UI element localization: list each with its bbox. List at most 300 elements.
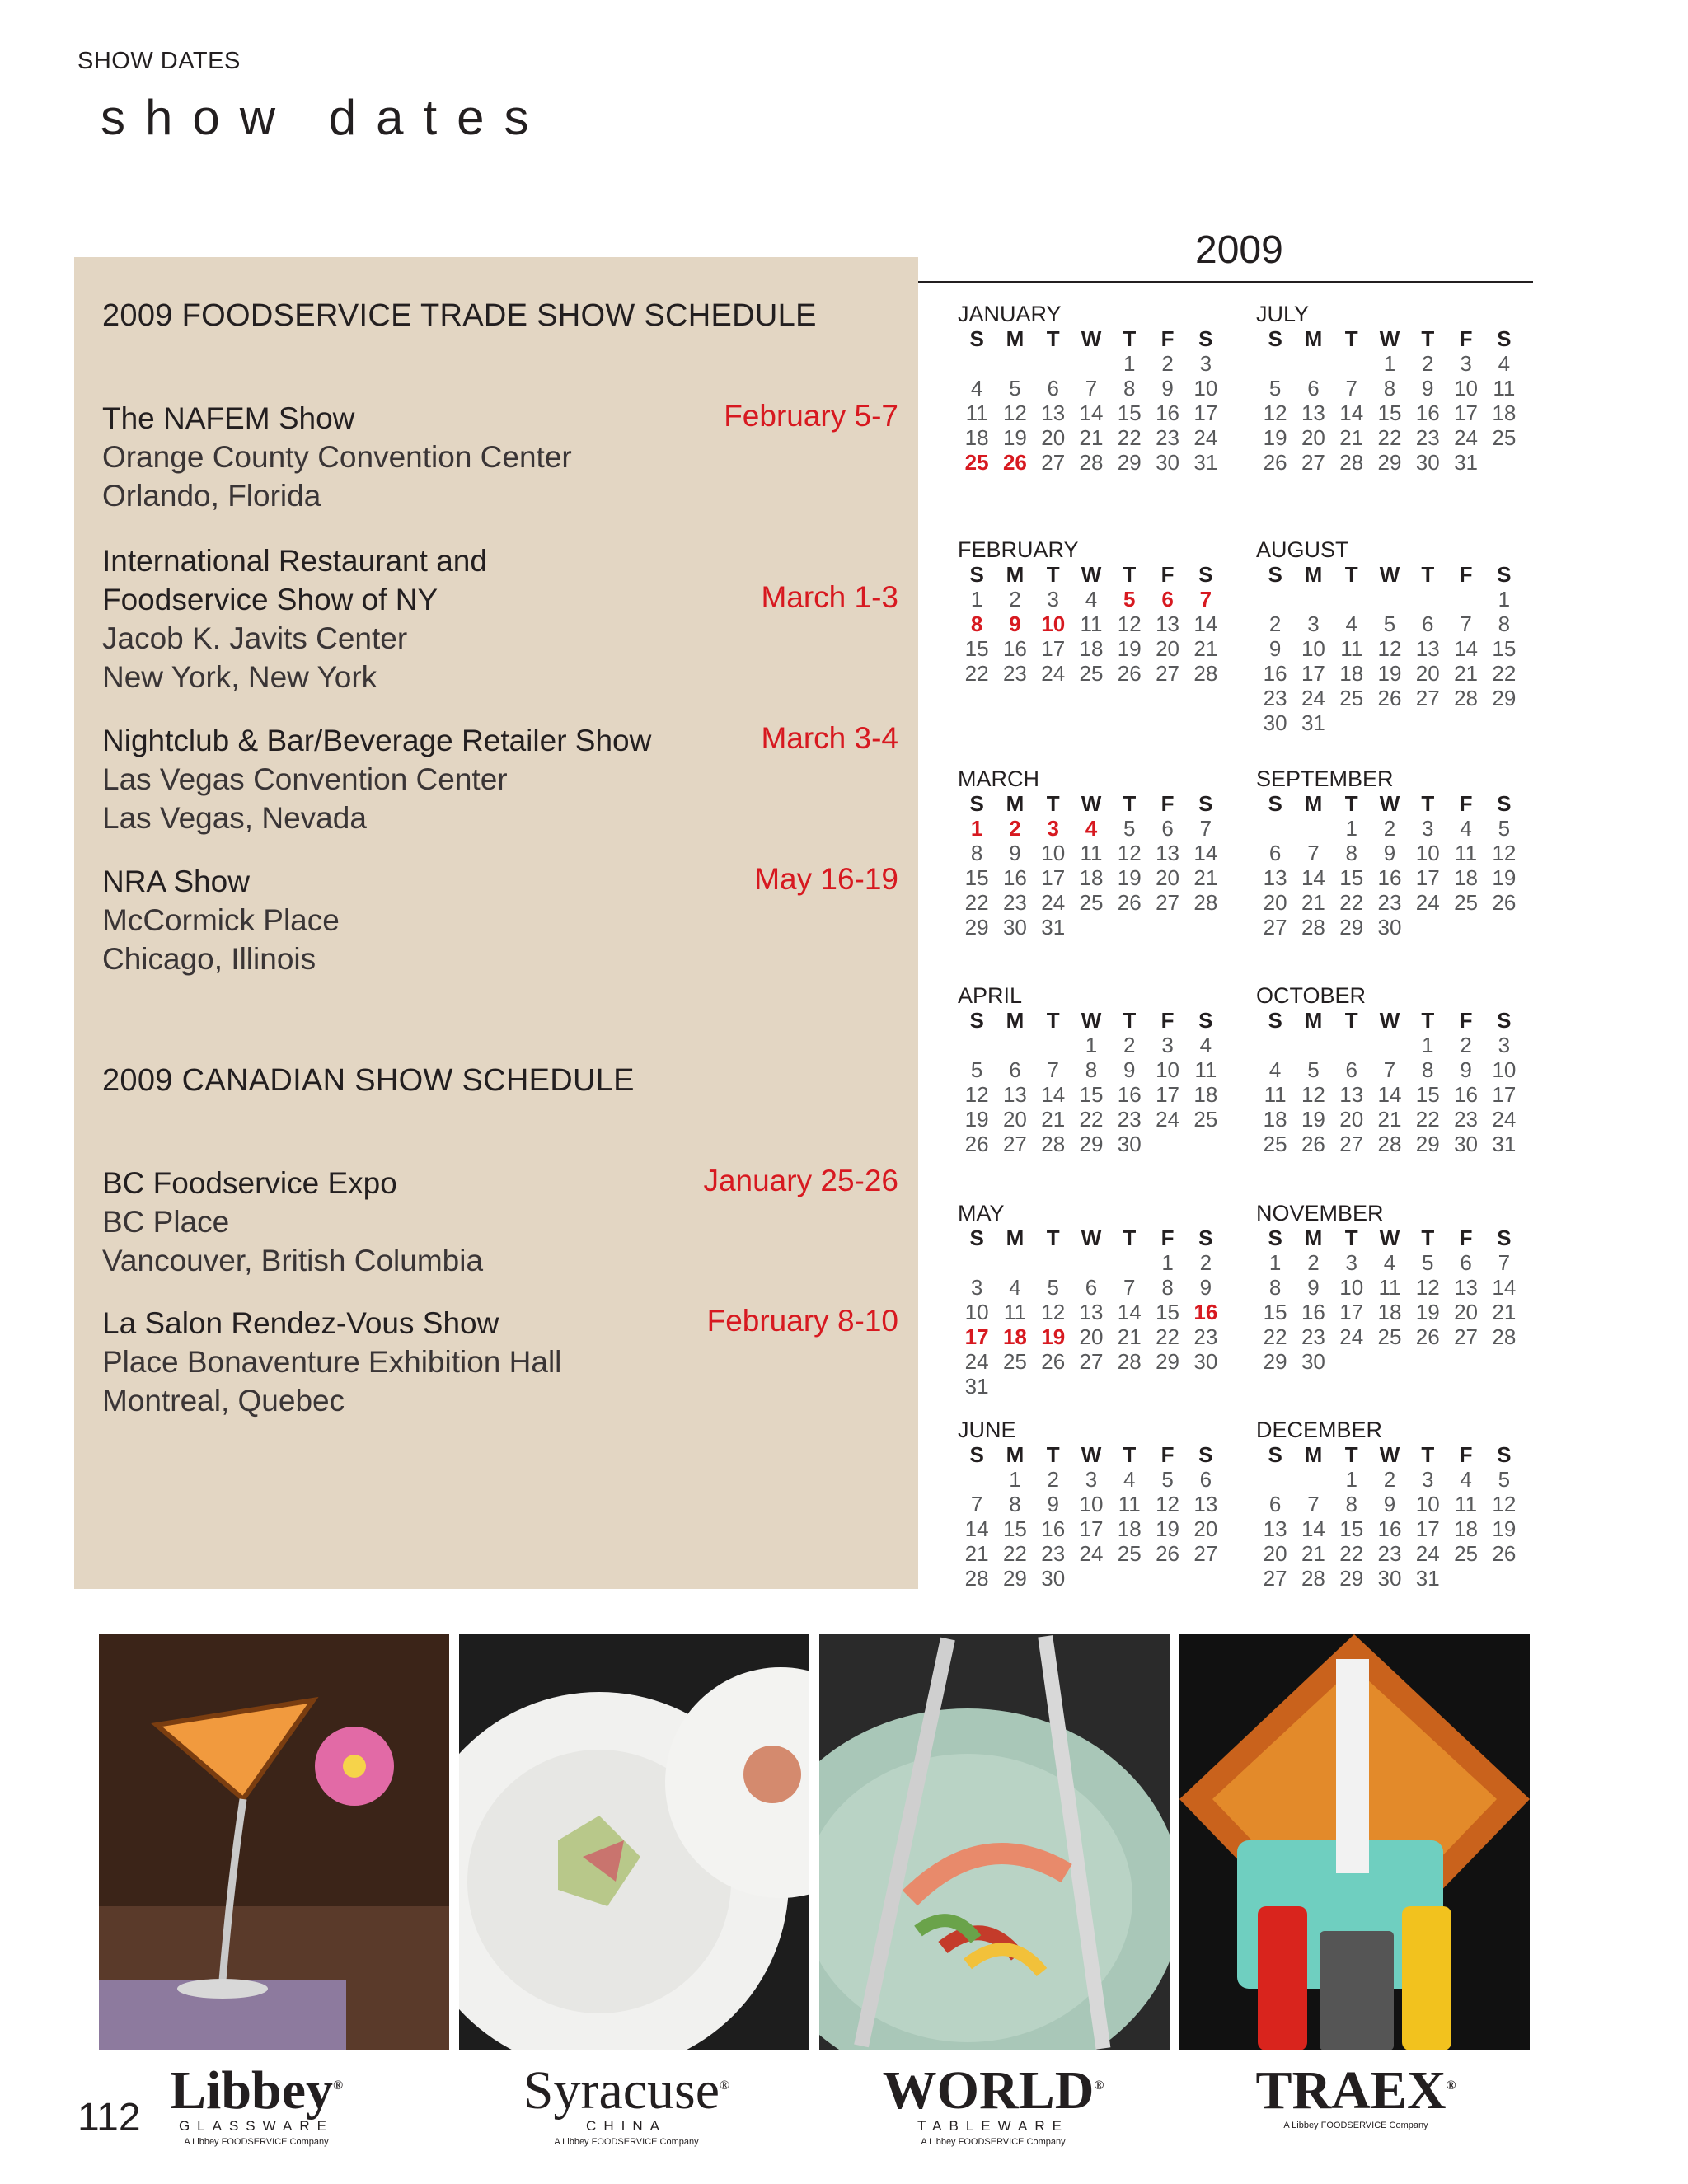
day-cell: 4 xyxy=(970,376,983,401)
day-cell: 4 xyxy=(1498,351,1511,376)
weekday-label: W xyxy=(1379,1008,1400,1033)
day-cell: 11 xyxy=(1455,841,1478,865)
day-cell: 5 xyxy=(1383,612,1396,636)
weekday-label: M xyxy=(1304,1008,1323,1033)
day-cell: 5 xyxy=(1498,816,1511,841)
day-cell: 11 xyxy=(1455,1492,1478,1516)
day-cell: 25 xyxy=(1454,1541,1478,1566)
day-cell: 18 xyxy=(1117,1516,1142,1541)
day-cell: 3 xyxy=(1047,587,1059,612)
week-row xyxy=(958,401,1225,425)
day-cell: 31 xyxy=(1193,450,1218,475)
day-cell xyxy=(1072,1566,1110,1591)
weekday-label: S xyxy=(969,1226,984,1250)
day-cell: 23 xyxy=(1002,661,1027,686)
day-cell: 15 xyxy=(1117,401,1142,425)
weekday-label: T xyxy=(1123,791,1137,816)
day-cell: 13 xyxy=(1263,1516,1287,1541)
day-cell: 8 xyxy=(1422,1057,1434,1082)
day-cell: 16 xyxy=(1263,661,1287,686)
weekday-label: W xyxy=(1081,1442,1102,1467)
day-cell: 25 xyxy=(1002,1349,1027,1374)
weekday-label: S xyxy=(1497,791,1512,816)
week-row xyxy=(1256,401,1523,425)
day-cell: 13 xyxy=(1193,1492,1218,1516)
day-cell: 2 xyxy=(1460,1033,1472,1057)
month-name: DECEMBER xyxy=(1256,1418,1383,1442)
day-cell: 14 xyxy=(1377,1082,1402,1107)
day-cell: 15 xyxy=(964,865,989,890)
day-cell: 6 xyxy=(1009,1057,1021,1082)
month-august xyxy=(1256,537,1523,735)
day-cell: 10 xyxy=(1415,1492,1440,1516)
calendar-rule xyxy=(918,281,1533,283)
week-row xyxy=(1256,1516,1523,1541)
day-cell: 2 xyxy=(1009,816,1021,841)
day-cell: 8 xyxy=(1345,841,1357,865)
day-cell: 27 xyxy=(1041,450,1066,475)
brand-name: WORLD xyxy=(882,2060,1095,2121)
day-cell: 29 xyxy=(1492,686,1517,710)
day-cell: 12 xyxy=(1377,636,1402,661)
condiment-tray-photo xyxy=(1179,1634,1530,2050)
day-cell: 31 xyxy=(1415,1566,1440,1591)
seafood-plate-photo xyxy=(819,1634,1170,2050)
day-cell: 14 xyxy=(1454,636,1478,661)
day-cell xyxy=(1409,710,1447,735)
day-cell: 4 xyxy=(1383,1250,1396,1275)
weekday-label: T xyxy=(1046,326,1060,351)
weekday-label: T xyxy=(1421,1226,1435,1250)
day-cell: 5 xyxy=(1268,376,1282,401)
weekday-header-row xyxy=(1256,1442,1523,1467)
day-cell: 12 xyxy=(1041,1300,1066,1324)
week-row xyxy=(1256,1566,1523,1591)
event-name: BC Foodservice Expo xyxy=(102,1166,397,1200)
day-cell: 2 xyxy=(1161,351,1174,376)
day-cell: 23 xyxy=(1263,686,1287,710)
day-cell: 16 xyxy=(1454,1082,1478,1107)
day-cell: 27 xyxy=(1339,1132,1364,1156)
day-cell: 26 xyxy=(1002,450,1027,475)
week-row xyxy=(958,915,1225,940)
event-nightclub-bar xyxy=(102,721,898,837)
day-cell: 8 xyxy=(1123,376,1136,401)
weekday-label: T xyxy=(1344,1008,1358,1033)
day-cell xyxy=(1110,1566,1148,1591)
weekday-header-row xyxy=(958,1226,1225,1250)
day-cell: 14 xyxy=(1079,401,1104,425)
day-cell: 19 xyxy=(1002,425,1027,450)
day-cell: 8 xyxy=(970,612,983,636)
weekday-header-row xyxy=(1256,326,1523,351)
week-row xyxy=(1256,1082,1523,1107)
week-row xyxy=(1256,1057,1523,1082)
day-cell: 20 xyxy=(1301,425,1325,450)
day-cell: 11 xyxy=(1003,1300,1026,1324)
day-cell: 31 xyxy=(1492,1132,1517,1156)
day-cell: 22 xyxy=(1377,425,1402,450)
day-cell xyxy=(1034,1374,1072,1399)
weekday-header-row xyxy=(958,1442,1225,1467)
weekday-header-row xyxy=(958,562,1225,587)
day-cell: 17 xyxy=(1193,401,1218,425)
weekday-label: T xyxy=(1421,562,1435,587)
day-cell: 12 xyxy=(1117,612,1142,636)
week-row xyxy=(958,1132,1225,1156)
brand-name: TRAEX xyxy=(1255,2060,1447,2121)
day-cell: 2 xyxy=(1199,1250,1212,1275)
month-march xyxy=(958,766,1225,940)
day-cell xyxy=(1148,915,1186,940)
day-cell: 15 xyxy=(1079,1082,1104,1107)
day-cell: 5 xyxy=(970,1057,983,1082)
event-venue: Las Vegas Convention Center xyxy=(102,762,508,796)
page-number: 112 xyxy=(77,2096,141,2139)
day-cell xyxy=(1409,1349,1447,1374)
brand-tag: A Libbey FOODSERVICE Company xyxy=(554,2137,699,2147)
day-cell: 13 xyxy=(1079,1300,1104,1324)
day-cell: 5 xyxy=(1123,587,1136,612)
weekday-label: S xyxy=(1198,326,1213,351)
day-cell: 26 xyxy=(1415,1324,1440,1349)
day-cell: 9 xyxy=(1422,376,1434,401)
event-location: Montreal, Quebec xyxy=(102,1384,345,1418)
day-cell xyxy=(1447,1566,1484,1591)
section-label: SHOW DATES xyxy=(77,48,241,74)
day-cell: 22 xyxy=(1079,1107,1104,1132)
day-cell: 7 xyxy=(1307,841,1320,865)
event-location: New York, New York xyxy=(102,660,377,694)
day-cell: 17 xyxy=(1415,1516,1440,1541)
day-cell: 19 xyxy=(1492,865,1517,890)
event-name: The NAFEM Show xyxy=(102,401,355,435)
weekday-label: S xyxy=(969,1442,984,1467)
week-row xyxy=(1256,1324,1523,1349)
day-cell: 3 xyxy=(1047,816,1059,841)
weekday-label: M xyxy=(1304,1442,1323,1467)
day-cell: 30 xyxy=(1377,915,1402,940)
day-cell: 15 xyxy=(1415,1082,1440,1107)
weekday-label: W xyxy=(1379,791,1400,816)
month-april xyxy=(958,983,1225,1156)
day-cell: 15 xyxy=(1263,1300,1287,1324)
day-cell: 7 xyxy=(1085,376,1098,401)
day-cell: 27 xyxy=(1263,915,1287,940)
day-cell: 11 xyxy=(1264,1082,1287,1107)
weekday-label: S xyxy=(1268,1008,1282,1033)
weekday-label: S xyxy=(1198,791,1213,816)
month-december xyxy=(1256,1418,1523,1591)
event-date: March 3-4 xyxy=(761,721,898,755)
weekday-label: F xyxy=(1160,791,1175,816)
day-cell: 21 xyxy=(1454,661,1478,686)
day-cell: 3 xyxy=(1085,1467,1098,1492)
cocktail-photo xyxy=(99,1634,449,2050)
day-cell: 6 xyxy=(1161,587,1174,612)
day-cell: 21 xyxy=(1117,1324,1142,1349)
syracuse-logo xyxy=(495,2059,758,2149)
day-cell: 14 xyxy=(1301,865,1325,890)
weekday-label: S xyxy=(1268,1226,1282,1250)
event-venue: BC Place xyxy=(102,1205,230,1239)
day-cell: 5 xyxy=(1161,1467,1174,1492)
weekday-label: S xyxy=(1268,562,1282,587)
day-cell: 9 xyxy=(1009,841,1021,865)
week-row xyxy=(1256,376,1523,401)
week-row xyxy=(1256,636,1523,661)
weekday-label: T xyxy=(1123,1226,1137,1250)
day-cell: 17 xyxy=(1339,1300,1364,1324)
weekday-label: T xyxy=(1123,1442,1137,1467)
day-cell: 24 xyxy=(1156,1107,1179,1132)
day-cell: 30 xyxy=(1002,915,1027,940)
weekday-label: T xyxy=(1344,1442,1358,1467)
week-row xyxy=(1256,816,1523,841)
brand-name: Syracuse xyxy=(523,2060,720,2121)
day-cell: 10 xyxy=(1156,1057,1179,1082)
day-cell: 19 xyxy=(1301,1107,1325,1132)
day-cell: 3 xyxy=(1161,1033,1174,1057)
week-row xyxy=(958,1250,1225,1275)
day-cell: 7 xyxy=(1498,1250,1511,1275)
day-cell: 15 xyxy=(1002,1516,1027,1541)
day-cell: 12 xyxy=(1263,401,1287,425)
day-cell: 27 xyxy=(1301,450,1325,475)
day-cell: 8 xyxy=(970,841,983,865)
day-cell xyxy=(996,1250,1034,1275)
day-cell: 23 xyxy=(1002,890,1027,915)
day-cell: 26 xyxy=(1492,890,1517,915)
day-cell: 24 xyxy=(1079,1541,1104,1566)
day-cell xyxy=(1447,915,1484,940)
week-row xyxy=(1256,587,1523,612)
day-cell: 14 xyxy=(964,1516,989,1541)
day-cell: 26 xyxy=(1041,1349,1066,1374)
day-cell: 7 xyxy=(1199,816,1212,841)
day-cell: 22 xyxy=(1263,1324,1287,1349)
day-cell: 19 xyxy=(1263,425,1287,450)
weekday-header-row xyxy=(958,1008,1225,1033)
week-row xyxy=(1256,890,1523,915)
day-cell: 28 xyxy=(1339,450,1364,475)
day-cell: 2 xyxy=(1422,351,1434,376)
day-cell: 31 xyxy=(964,1374,989,1399)
day-cell: 12 xyxy=(1301,1082,1325,1107)
event-name: Nightclub & Bar/Beverage Retailer Show xyxy=(102,724,652,757)
weekday-label: F xyxy=(1459,791,1473,816)
week-row xyxy=(1256,841,1523,865)
weekday-label: T xyxy=(1123,326,1137,351)
day-cell: 28 xyxy=(1301,1566,1325,1591)
weekday-label: M xyxy=(1304,562,1323,587)
day-cell: 17 xyxy=(1492,1082,1517,1107)
month-october xyxy=(1256,983,1523,1156)
event-bc-foodservice-expo xyxy=(102,1164,898,1280)
day-cell: 3 xyxy=(970,1275,983,1300)
day-cell: 25 xyxy=(1377,1324,1402,1349)
weekday-label: F xyxy=(1459,1226,1473,1250)
day-cell: 30 xyxy=(1454,1132,1478,1156)
day-cell: 27 xyxy=(1454,1324,1478,1349)
day-cell: 24 xyxy=(1415,890,1440,915)
weekday-label: T xyxy=(1421,1008,1435,1033)
day-cell xyxy=(1447,1349,1484,1374)
month-name: MARCH xyxy=(958,766,1039,791)
week-row xyxy=(958,1300,1225,1324)
day-cell: 30 xyxy=(1415,450,1440,475)
weekday-label: S xyxy=(1497,1226,1512,1250)
day-cell: 23 xyxy=(1117,1107,1142,1132)
day-cell: 30 xyxy=(1041,1566,1066,1591)
month-january xyxy=(958,302,1225,475)
weekday-label: S xyxy=(1198,1442,1213,1467)
day-cell: 20 xyxy=(1156,865,1179,890)
day-cell: 17 xyxy=(1041,865,1066,890)
day-cell xyxy=(1148,1374,1186,1399)
day-cell: 5 xyxy=(1047,1275,1059,1300)
day-cell: 20 xyxy=(1041,425,1066,450)
weekday-label: M xyxy=(1006,1008,1025,1033)
week-row xyxy=(1256,1033,1523,1057)
day-cell: 27 xyxy=(1156,661,1179,686)
day-cell: 9 xyxy=(1009,612,1021,636)
day-cell xyxy=(958,1033,996,1057)
month-name: JUNE xyxy=(958,1418,1016,1442)
day-cell: 19 xyxy=(1041,1324,1066,1349)
weekday-label: M xyxy=(1006,326,1025,351)
libbey-logo xyxy=(124,2059,388,2149)
day-cell: 7 xyxy=(1460,612,1472,636)
foodservice-schedule-heading: 2009 FOODSERVICE TRADE SHOW SCHEDULE xyxy=(102,298,817,333)
day-cell xyxy=(1371,1033,1409,1057)
day-cell: 28 xyxy=(1377,1132,1402,1156)
day-cell: 21 xyxy=(1193,636,1218,661)
day-cell: 8 xyxy=(1161,1275,1174,1300)
weekday-label: F xyxy=(1160,1226,1175,1250)
event-location: Vancouver, British Columbia xyxy=(102,1244,484,1277)
week-row xyxy=(958,1324,1225,1349)
day-cell: 1 xyxy=(1085,1033,1098,1057)
weekday-label: T xyxy=(1344,1226,1358,1250)
day-cell: 10 xyxy=(1339,1275,1364,1300)
week-row xyxy=(958,351,1225,376)
weekday-label: F xyxy=(1459,326,1473,351)
day-cell: 13 xyxy=(1156,841,1179,865)
day-cell: 10 xyxy=(964,1300,989,1324)
day-cell: 27 xyxy=(1079,1349,1104,1374)
day-cell: 28 xyxy=(1041,1132,1066,1156)
day-cell: 14 xyxy=(1117,1300,1142,1324)
day-cell: 13 xyxy=(1263,865,1287,890)
day-cell: 22 xyxy=(1156,1324,1179,1349)
event-date: March 1-3 xyxy=(761,580,898,614)
brand-sub: TABLEWARE xyxy=(917,2118,1069,2134)
page-title: show dates xyxy=(101,90,549,145)
weekday-label: M xyxy=(1006,562,1025,587)
day-cell: 27 xyxy=(1156,890,1179,915)
canadian-schedule-heading: 2009 CANADIAN SHOW SCHEDULE xyxy=(102,1063,635,1098)
weekday-label: F xyxy=(1459,1008,1473,1033)
day-cell: 15 xyxy=(1377,401,1402,425)
event-date: February 5-7 xyxy=(724,399,898,433)
day-cell: 19 xyxy=(1156,1516,1179,1541)
day-cell: 14 xyxy=(1492,1275,1517,1300)
week-row xyxy=(958,1057,1225,1082)
week-row xyxy=(958,1516,1225,1541)
day-cell xyxy=(1110,915,1148,940)
day-cell xyxy=(1485,915,1523,940)
day-cell: 23 xyxy=(1377,890,1402,915)
event-venue: Place Bonaventure Exhibition Hall xyxy=(102,1345,562,1379)
day-cell: 21 xyxy=(1492,1300,1517,1324)
day-cell: 3 xyxy=(1345,1250,1357,1275)
day-cell: 28 xyxy=(1492,1324,1517,1349)
month-name: FEBRUARY xyxy=(958,537,1079,562)
weekday-label: T xyxy=(1046,1226,1060,1250)
day-cell: 12 xyxy=(1492,841,1517,865)
weekday-label: T xyxy=(1344,791,1358,816)
weekday-label: T xyxy=(1046,1442,1060,1467)
day-cell: 30 xyxy=(1377,1566,1402,1591)
brand-tag: A Libbey FOODSERVICE Company xyxy=(921,2137,1066,2147)
day-cell: 4 xyxy=(1199,1033,1212,1057)
day-cell xyxy=(1294,1033,1332,1057)
week-row xyxy=(958,376,1225,401)
day-cell: 22 xyxy=(1492,661,1517,686)
day-cell: 20 xyxy=(1156,636,1179,661)
day-cell: 14 xyxy=(1041,1082,1066,1107)
week-row xyxy=(1256,1349,1523,1374)
day-cell xyxy=(1333,1349,1371,1374)
day-cell: 10 xyxy=(1041,612,1066,636)
month-name: JANUARY xyxy=(958,302,1062,326)
day-cell xyxy=(1409,915,1447,940)
week-row xyxy=(1256,351,1523,376)
weekday-label: T xyxy=(1344,326,1358,351)
day-cell xyxy=(1072,1250,1110,1275)
day-cell: 27 xyxy=(1002,1132,1027,1156)
month-name: OCTOBER xyxy=(1256,983,1367,1008)
day-cell: 19 xyxy=(1117,865,1142,890)
event-nafem xyxy=(102,399,898,515)
day-cell: 25 xyxy=(1492,425,1517,450)
day-cell: 30 xyxy=(1193,1349,1218,1374)
day-cell: 2 xyxy=(1009,587,1021,612)
day-cell: 1 xyxy=(1268,1250,1282,1275)
day-cell: 25 xyxy=(1117,1541,1142,1566)
day-cell: 13 xyxy=(1301,401,1325,425)
day-cell xyxy=(1187,915,1225,940)
week-row xyxy=(958,636,1225,661)
event-name: La Salon Rendez-Vous Show xyxy=(102,1306,499,1340)
day-cell: 4 xyxy=(1085,587,1098,612)
weekday-label: T xyxy=(1421,1442,1435,1467)
day-cell: 8 xyxy=(1498,612,1511,636)
weekday-label: S xyxy=(1268,1442,1282,1467)
weekday-label: S xyxy=(1198,562,1213,587)
day-cell: 11 xyxy=(1080,612,1103,636)
day-cell: 23 xyxy=(1415,425,1440,450)
day-cell: 19 xyxy=(1117,636,1142,661)
day-cell: 28 xyxy=(964,1566,989,1591)
day-cell xyxy=(1294,816,1332,841)
weekday-label: M xyxy=(1006,1442,1025,1467)
day-cell: 18 xyxy=(1454,865,1478,890)
weekday-label: S xyxy=(1497,1442,1512,1467)
day-cell xyxy=(1072,351,1110,376)
day-cell: 13 xyxy=(1339,1082,1364,1107)
